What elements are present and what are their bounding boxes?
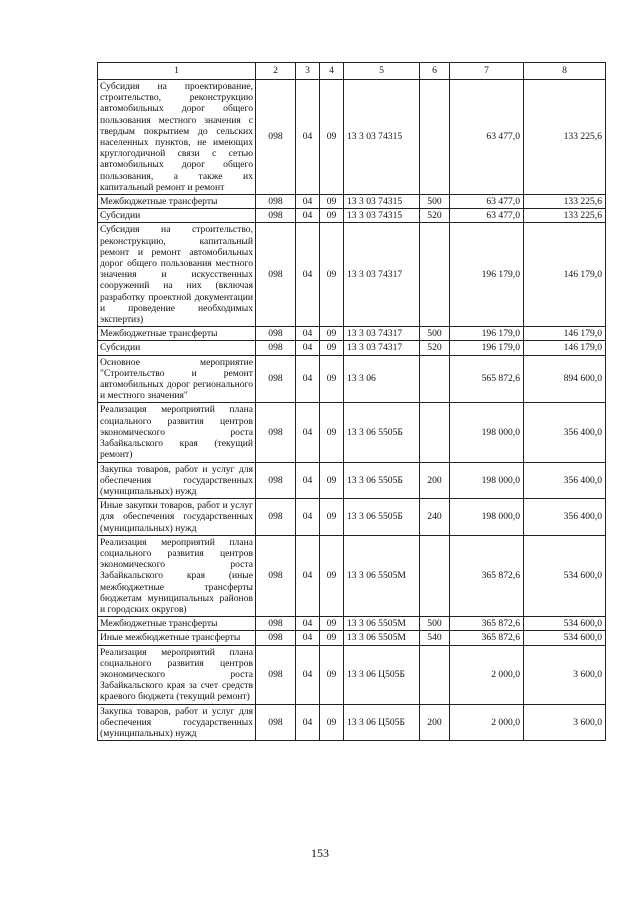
- expense-type-cell: [420, 223, 450, 327]
- ministry-code-cell: 098: [256, 327, 296, 341]
- table-row: [98, 645, 606, 704]
- header-col-2: 2: [256, 63, 296, 80]
- expense-type-cell: 500: [420, 327, 450, 341]
- target-article-cell: 13 3 06 5505Б: [344, 403, 420, 462]
- row-name-cell: Субсидия на проектирование, строительство, реконструкцию автомобильных дорог общего пользования местного значения с твердым покрытием до сельских населенных пунктов, не имеющих круглогодичной связи с сетью автомобильных дорог общего пользования, а также их капитальный ремонт и ремонт: [98, 80, 256, 195]
- section-code-cell: 04: [296, 645, 320, 704]
- row-name-cell: Закупка товаров, работ и услуг для обеспечения государственных (муниципальных) нужд: [98, 462, 256, 499]
- expense-type-cell: 200: [420, 704, 450, 741]
- target-article-cell: 13 3 06 Ц505Б: [344, 704, 420, 741]
- amount-col7-cell: 565 872,6: [450, 355, 524, 403]
- amount-col7-cell: 198 000,0: [450, 499, 524, 536]
- amount-col8-cell: 3 600,0: [524, 704, 606, 741]
- section-code-cell: 04: [296, 704, 320, 741]
- expense-type-cell: 520: [420, 209, 450, 223]
- row-name-cell: Иные закупки товаров, работ и услуг для обеспечения государственных (муниципальных) нужд: [98, 499, 256, 536]
- amount-col7-cell: 196 179,0: [450, 327, 524, 341]
- table-row: [98, 355, 606, 403]
- table-row: [98, 704, 606, 741]
- subsection-code-cell: 09: [320, 403, 344, 462]
- section-code-cell: 04: [296, 355, 320, 403]
- ministry-code-cell: 098: [256, 403, 296, 462]
- amount-col7-cell: 365 872,6: [450, 617, 524, 631]
- table-row: [98, 341, 606, 355]
- amount-col8-cell: 133 225,6: [524, 209, 606, 223]
- subsection-code-cell: 09: [320, 617, 344, 631]
- amount-col8-cell: 534 600,0: [524, 631, 606, 645]
- amount-col7-cell: 365 872,6: [450, 535, 524, 616]
- section-code-cell: 04: [296, 195, 320, 209]
- target-article-cell: 13 3 06 5505М: [344, 535, 420, 616]
- section-code-cell: 04: [296, 631, 320, 645]
- amount-col8-cell: 146 179,0: [524, 341, 606, 355]
- amount-col8-cell: 356 400,0: [524, 403, 606, 462]
- table-row: [98, 499, 606, 536]
- amount-col7-cell: 365 872,6: [450, 631, 524, 645]
- table-row: [98, 209, 606, 223]
- ministry-code-cell: 098: [256, 341, 296, 355]
- table-row: [98, 195, 606, 209]
- subsection-code-cell: 09: [320, 704, 344, 741]
- expense-type-cell: [420, 403, 450, 462]
- table-row: [98, 535, 606, 616]
- row-name-cell: Межбюджетные трансферты: [98, 327, 256, 341]
- subsection-code-cell: 09: [320, 327, 344, 341]
- section-code-cell: 04: [296, 535, 320, 616]
- header-col-4: 4: [320, 63, 344, 80]
- subsection-code-cell: 09: [320, 80, 344, 195]
- row-name-cell: Закупка товаров, работ и услуг для обеспечения государственных (муниципальных) нужд: [98, 704, 256, 741]
- ministry-code-cell: 098: [256, 223, 296, 327]
- target-article-cell: 13 3 06 5505Б: [344, 499, 420, 536]
- ministry-code-cell: 098: [256, 617, 296, 631]
- target-article-cell: 13 3 03 74315: [344, 80, 420, 195]
- table-body: [98, 80, 606, 741]
- target-article-cell: 13 3 03 74317: [344, 341, 420, 355]
- target-article-cell: 13 3 06 5505М: [344, 631, 420, 645]
- expense-type-cell: [420, 535, 450, 616]
- ministry-code-cell: 098: [256, 355, 296, 403]
- amount-col8-cell: 133 225,6: [524, 80, 606, 195]
- table-row: [98, 631, 606, 645]
- expense-type-cell: [420, 355, 450, 403]
- row-name-cell: Субсидии: [98, 209, 256, 223]
- page-number: 153: [311, 846, 329, 860]
- ministry-code-cell: 098: [256, 209, 296, 223]
- amount-col7-cell: 63 477,0: [450, 195, 524, 209]
- table-row: [98, 80, 606, 195]
- expense-type-cell: [420, 645, 450, 704]
- target-article-cell: 13 3 03 74315: [344, 195, 420, 209]
- expense-type-cell: 500: [420, 617, 450, 631]
- subsection-code-cell: 09: [320, 631, 344, 645]
- amount-col7-cell: 198 000,0: [450, 462, 524, 499]
- row-name-cell: Субсидии: [98, 341, 256, 355]
- target-article-cell: 13 3 03 74317: [344, 223, 420, 327]
- target-article-cell: 13 3 06: [344, 355, 420, 403]
- amount-col8-cell: 356 400,0: [524, 462, 606, 499]
- amount-col7-cell: 2 000,0: [450, 704, 524, 741]
- amount-col8-cell: 894 600,0: [524, 355, 606, 403]
- row-name-cell: Субсидия на строительство, реконструкцию, капитальный ремонт и ремонт автомобильных дорог общего пользования местного значения и искусственных сооружений на них (включая разработку проектной документации и проведение необходимых экспертиз): [98, 223, 256, 327]
- header-col-3: 3: [296, 63, 320, 80]
- subsection-code-cell: 09: [320, 355, 344, 403]
- section-code-cell: 04: [296, 499, 320, 536]
- header-col-6: 6: [420, 63, 450, 80]
- ministry-code-cell: 098: [256, 462, 296, 499]
- subsection-code-cell: 09: [320, 195, 344, 209]
- subsection-code-cell: 09: [320, 499, 344, 536]
- expense-type-cell: 520: [420, 341, 450, 355]
- section-code-cell: 04: [296, 80, 320, 195]
- row-name-cell: Межбюджетные трансферты: [98, 195, 256, 209]
- header-row: [98, 63, 606, 80]
- header-col-1: 1: [98, 63, 256, 80]
- ministry-code-cell: 098: [256, 704, 296, 741]
- header-col-8: 8: [524, 63, 606, 80]
- expense-type-cell: 500: [420, 195, 450, 209]
- expense-type-cell: [420, 80, 450, 195]
- amount-col8-cell: 133 225,6: [524, 195, 606, 209]
- amount-col7-cell: 196 179,0: [450, 341, 524, 355]
- row-name-cell: Реализация мероприятий плана социального развития центров экономического роста Забайкальского края (иные межбюджетные трансферты бюджетам муниципальных районов и городских округов): [98, 535, 256, 616]
- expense-type-cell: 200: [420, 462, 450, 499]
- subsection-code-cell: 09: [320, 223, 344, 327]
- subsection-code-cell: 09: [320, 209, 344, 223]
- amount-col8-cell: 534 600,0: [524, 617, 606, 631]
- row-name-cell: Реализация мероприятий плана социального развития центров экономического роста Забайкальского края (текущий ремонт): [98, 403, 256, 462]
- header-col-5: 5: [344, 63, 420, 80]
- table-row: [98, 327, 606, 341]
- table-header: [98, 63, 606, 80]
- amount-col7-cell: 63 477,0: [450, 80, 524, 195]
- target-article-cell: 13 3 03 74317: [344, 327, 420, 341]
- ministry-code-cell: 098: [256, 631, 296, 645]
- row-name-cell: Основное мероприятие "Строительство и ремонт автомобильных дорог регионального и местного значения": [98, 355, 256, 403]
- amount-col7-cell: 2 000,0: [450, 645, 524, 704]
- ministry-code-cell: 098: [256, 645, 296, 704]
- amount-col8-cell: 356 400,0: [524, 499, 606, 536]
- table-row: [98, 617, 606, 631]
- section-code-cell: 04: [296, 327, 320, 341]
- section-code-cell: 04: [296, 341, 320, 355]
- amount-col7-cell: 63 477,0: [450, 209, 524, 223]
- section-code-cell: 04: [296, 209, 320, 223]
- ministry-code-cell: 098: [256, 535, 296, 616]
- target-article-cell: 13 3 06 5505Б: [344, 462, 420, 499]
- section-code-cell: 04: [296, 617, 320, 631]
- ministry-code-cell: 098: [256, 195, 296, 209]
- section-code-cell: 04: [296, 462, 320, 499]
- table-row: [98, 462, 606, 499]
- amount-col7-cell: 196 179,0: [450, 223, 524, 327]
- table-row: [98, 403, 606, 462]
- amount-col8-cell: 3 600,0: [524, 645, 606, 704]
- subsection-code-cell: 09: [320, 645, 344, 704]
- amount-col7-cell: 198 000,0: [450, 403, 524, 462]
- header-col-7: 7: [450, 63, 524, 80]
- row-name-cell: Иные межбюджетные трансферты: [98, 631, 256, 645]
- target-article-cell: 13 3 06 Ц505Б: [344, 645, 420, 704]
- row-name-cell: Межбюджетные трансферты: [98, 617, 256, 631]
- section-code-cell: 04: [296, 403, 320, 462]
- subsection-code-cell: 09: [320, 462, 344, 499]
- section-code-cell: 04: [296, 223, 320, 327]
- target-article-cell: 13 3 03 74315: [344, 209, 420, 223]
- subsection-code-cell: 09: [320, 341, 344, 355]
- expense-type-cell: 540: [420, 631, 450, 645]
- ministry-code-cell: 098: [256, 499, 296, 536]
- subsection-code-cell: 09: [320, 535, 344, 616]
- amount-col8-cell: 146 179,0: [524, 327, 606, 341]
- amount-col8-cell: 146 179,0: [524, 223, 606, 327]
- table-row: [98, 223, 606, 327]
- expense-type-cell: 240: [420, 499, 450, 536]
- target-article-cell: 13 3 06 5505М: [344, 617, 420, 631]
- budget-table: [97, 62, 606, 741]
- amount-col8-cell: 534 600,0: [524, 535, 606, 616]
- row-name-cell: Реализация мероприятий плана социального развития центров экономического роста Забайкальского края за счет средств краевого бюджета (текущий ремонт): [98, 645, 256, 704]
- ministry-code-cell: 098: [256, 80, 296, 195]
